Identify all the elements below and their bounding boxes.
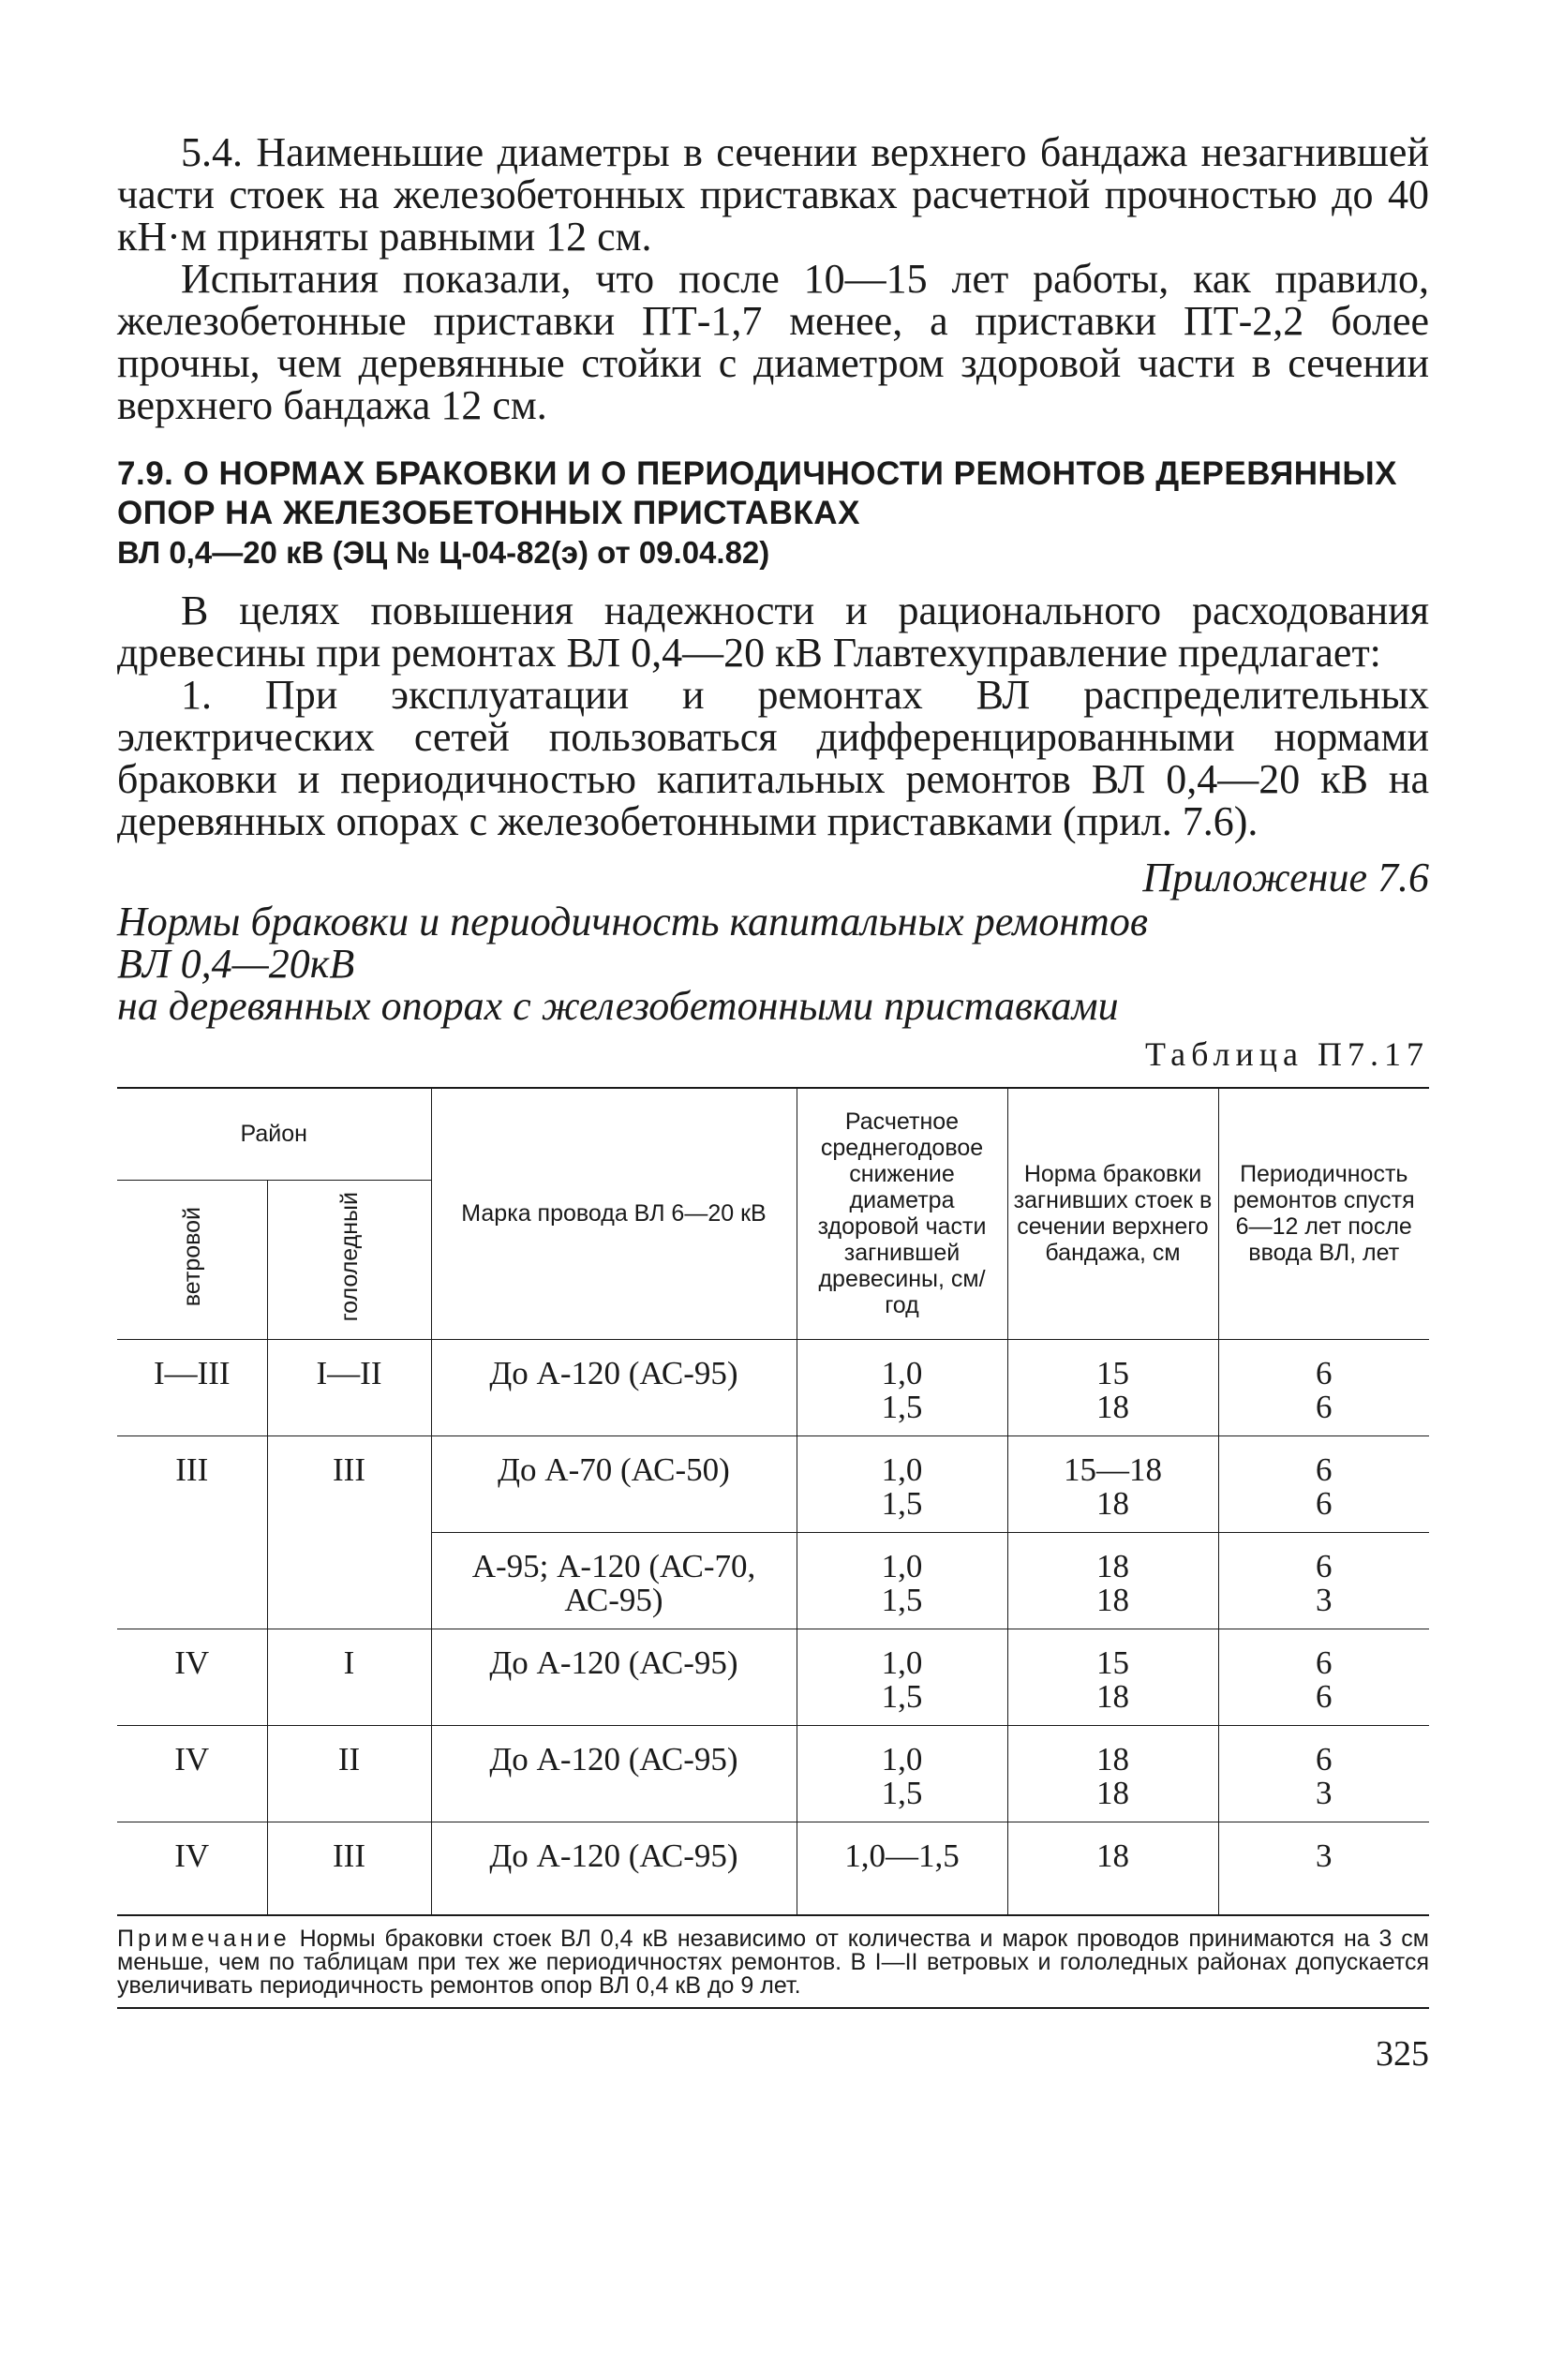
cell-norm: 18 18 [1007, 1725, 1218, 1822]
cell-rate: 1,0—1,5 [797, 1822, 1007, 1915]
table-row [117, 1435, 1429, 1532]
appendix-title-line-2: ВЛ 0,4—20кВ [117, 941, 355, 987]
table-number: Таблица П7.17 [1145, 1035, 1429, 1073]
cell-norm: 15—18 18 [1007, 1435, 1218, 1532]
table-note [117, 1927, 1429, 2009]
cell-wire: До А-120 (АС-95) [431, 1725, 797, 1822]
norms-table [117, 1087, 1429, 1916]
header-ice: гололедный [267, 1180, 431, 1339]
header-wire: Марка провода ВЛ 6—20 кВ [431, 1088, 797, 1339]
cell-norm: 18 [1007, 1822, 1218, 1915]
cell-rate: 1,0 1,5 [797, 1725, 1007, 1822]
document-page [117, 131, 1429, 2075]
cell-rate: 1,0 1,5 [797, 1435, 1007, 1532]
cell-norm: 18 18 [1007, 1532, 1218, 1629]
appendix-title-line-3: на деревянных опорах с железобетонными приставками [117, 983, 1119, 1029]
cell-ice: I [267, 1629, 431, 1725]
note-label: Примечание [117, 1926, 290, 1952]
header-region: Район [117, 1088, 431, 1180]
table-row [117, 1629, 1429, 1725]
cell-rate: 1,0 1,5 [797, 1532, 1007, 1629]
paragraph-intro: В целях повышения надежности и рационального расходования древесины при ремонтах ВЛ 0,4—20 кВ Главтехуправление предлагает: [117, 588, 1429, 676]
table-row [117, 1339, 1429, 1435]
cell-wire: До А-120 (АС-95) [431, 1339, 797, 1435]
header-rate: Расчетное среднегодовое снижение диаметра здоровой части загнившей древесины, см/год [797, 1088, 1007, 1339]
appendix-label: Приложение 7.6 [1142, 855, 1429, 900]
cell-wire: А-95; А-120 (АС-70, АС-95) [431, 1532, 797, 1629]
table-row [117, 1822, 1429, 1915]
paragraph-item-1: 1. При эксплуатации и ремонтах ВЛ распределительных электрических сетей пользоваться дифференцированными нормами браковки и периодичностью капитальных ремонтов ВЛ 0,4—20 кВ на деревянных опорах с железобетонными приставками (прил. 7.6). [117, 672, 1429, 844]
cell-wire: До А-120 (АС-95) [431, 1629, 797, 1725]
header-period: Периодичность ремонтов спустя 6—12 лет после ввода ВЛ, лет [1218, 1088, 1429, 1339]
header-norm: Норма браковки загнивших стоек в сечении верхнего бандажа, см [1007, 1088, 1218, 1339]
cell-period: 6 6 [1218, 1629, 1429, 1725]
page-number: 325 [1376, 2034, 1429, 2074]
cell-wind: IV [117, 1725, 267, 1822]
section-heading: 7.9. О НОРМАХ БРАКОВКИ И О ПЕРИОДИЧНОСТИ РЕМОНТОВ ДЕРЕВЯННЫХ ОПОР НА ЖЕЛЕЗОБЕТОННЫХ ПРИСТАВКАХ [117, 455, 1397, 531]
cell-period: 3 [1218, 1822, 1429, 1915]
appendix-title-line-1: Нормы браковки и периодичность капитальных ремонтов [117, 899, 1148, 945]
cell-ice: III [267, 1822, 431, 1915]
cell-ice: I—II [267, 1339, 431, 1435]
cell-ice: II [267, 1725, 431, 1822]
cell-wire: До А-120 (АС-95) [431, 1822, 797, 1915]
cell-rate: 1,0 1,5 [797, 1629, 1007, 1725]
header-wind: ветровой [117, 1180, 267, 1339]
cell-period: 6 6 [1218, 1339, 1429, 1435]
cell-wind: III [117, 1435, 267, 1629]
cell-rate: 1,0 1,5 [797, 1339, 1007, 1435]
cell-period: 6 3 [1218, 1725, 1429, 1822]
cell-wire: До А-70 (АС-50) [431, 1435, 797, 1532]
cell-wind: I—III [117, 1339, 267, 1435]
paragraph-tests: Испытания показали, что после 10—15 лет работы, как правило, железобетонные приставки ПТ-1,7 менее, а приставки ПТ-2,2 более прочны, чем деревянные стойки с диаметром здоровой части в сечении верхнего бандажа 12 см. [117, 256, 1429, 428]
section-subheading: ВЛ 0,4—20 кВ (ЭЦ № Ц-04-82(э) от 09.04.82) [117, 535, 770, 570]
cell-norm: 15 18 [1007, 1339, 1218, 1435]
cell-wind: IV [117, 1822, 267, 1915]
note-text: Нормы браковки стоек ВЛ 0,4 кВ независимо от количества и марок проводов принимаются на 3 см меньше, чем по таблицам при тех же периодичностях ремонтов. В I—II ветровых и гололедных районах допускается увеличивать периодичность ремонтов опор ВЛ 0,4 кВ до 9 лет. [117, 1926, 1429, 1999]
table-row [117, 1725, 1429, 1822]
cell-norm: 15 18 [1007, 1629, 1218, 1725]
cell-wind: IV [117, 1629, 267, 1725]
cell-period: 6 6 [1218, 1435, 1429, 1532]
cell-period: 6 3 [1218, 1532, 1429, 1629]
cell-ice: III [267, 1435, 431, 1629]
paragraph-5-4: 5.4. Наименьшие диаметры в сечении верхнего бандажа незагнившей части стоек на железобетонных приставках расчетной прочностью до 40 кН·м приняты равными 12 см. [117, 129, 1429, 260]
